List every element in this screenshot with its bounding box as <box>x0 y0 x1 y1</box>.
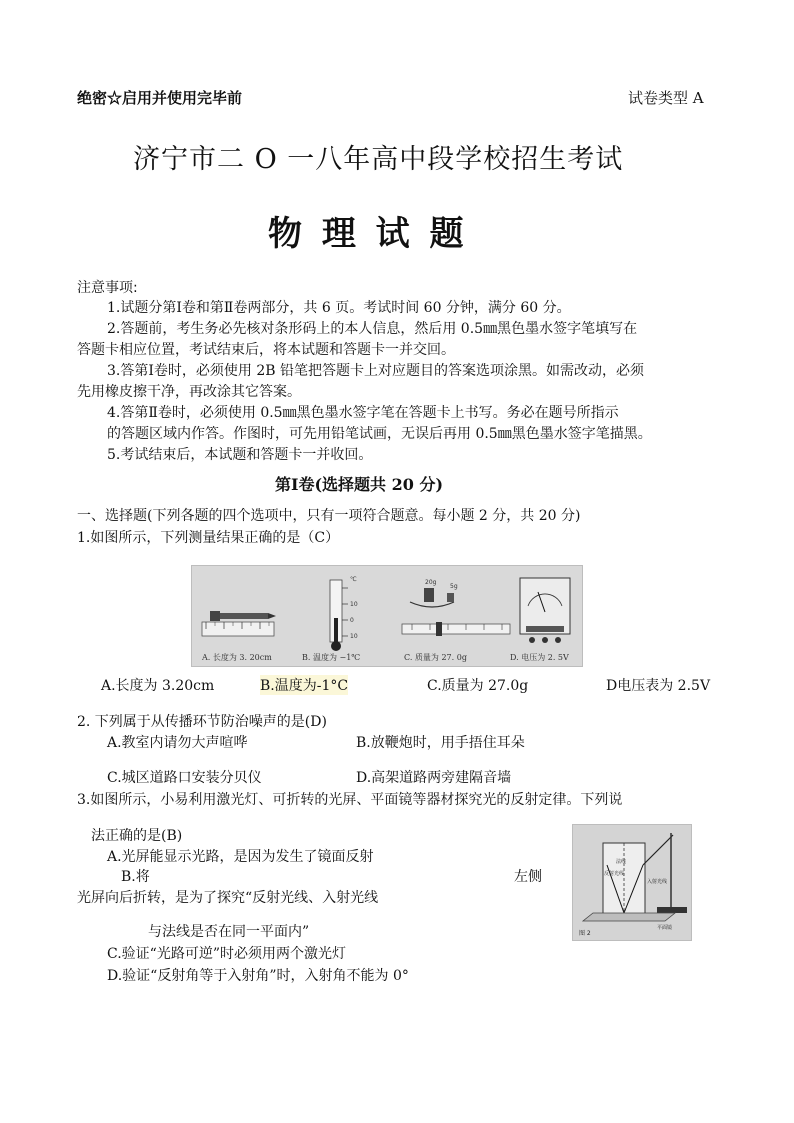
part-1-heading: 一、选择题(下列各题的四个选项中，只有一项符合题意。每小题 2 分，共 20 分) <box>77 508 581 524</box>
panel-d-caption: D. 电压为 2. 5V <box>510 653 569 662</box>
question-1-option-b: B.温度为-1°C <box>260 675 348 695</box>
note-item-5: 5.考试结束后，本试题和答题卡一并收回。 <box>107 447 373 463</box>
figure-2-caption: 图 2 <box>579 930 591 937</box>
thermometer-tick-minus10: 10 <box>350 633 358 640</box>
balance-illustration <box>402 579 510 636</box>
question-3-figure <box>572 824 692 941</box>
thermometer-tick-10: 10 <box>350 601 358 608</box>
note-item-2a: 2.答题前，考生务必先核对条形码上的本人信息，然后用 0.5㎜黑色墨水签字笔填写在 <box>107 321 638 337</box>
note-item-2b: 答题卡相应位置，考试结束后，将本试题和答题卡一并交回。 <box>77 342 455 358</box>
question-3-option-c: C.验证“光路可逆”时必须用两个激光灯 <box>107 946 346 962</box>
question-2-option-a: A.教室内请勿大声喧哗 <box>107 735 248 751</box>
question-1-option-a: A.长度为 3.20cm <box>101 678 215 694</box>
question-1-option-d: D电压表为 2.5V <box>606 678 711 694</box>
question-2-option-c: C.城区道路口安装分贝仪 <box>107 770 262 786</box>
note-item-4b: 的答题区域内作答。作图时，可先用铅笔试画，无误后再用 0.5㎜黑色墨水签字笔描黑。 <box>107 426 652 442</box>
note-item-1: 1.试题分第Ⅰ卷和第Ⅱ卷两部分，共 6 页。考试时间 60 分钟，满分 60 分。 <box>107 300 571 316</box>
question-2-option-b: B.放鞭炮时，用手捂住耳朵 <box>356 735 525 751</box>
confidential-mark: 绝密☆启用并使用完毕前 <box>77 89 243 107</box>
question-3-option-d: D.验证“反射角等于入射角”时，入射角不能为 0° <box>107 968 409 984</box>
question-3-option-b-side: 左侧 <box>514 869 542 885</box>
thermometer-illustration <box>330 576 358 651</box>
question-2-option-d: D.高架道路两旁建隔音墙 <box>356 770 512 786</box>
note-item-3b: 先用橡皮擦干净，再改涂其它答案。 <box>77 384 301 400</box>
question-3-option-b-cont: 光屏向后折转，是为了探究“反射光线、入射光线 <box>77 890 379 906</box>
panel-b-caption: B. 温度为 −1℃ <box>302 653 361 662</box>
question-1-stem: 1.如图所示，下列测量结果正确的是（C） <box>77 530 340 546</box>
subject-title: 物 理 试 题 <box>268 214 468 254</box>
reflection-apparatus-figure <box>573 825 691 940</box>
normal-line-label: 法线 <box>616 859 627 865</box>
question-1-option-c: C.质量为 27.0g <box>427 678 529 694</box>
paper-type: 试卷类型 A <box>628 89 704 107</box>
thermometer-unit: ℃ <box>350 576 357 583</box>
reflected-ray-label: 反射光线 <box>604 871 625 877</box>
weight-5g-label: 5g <box>450 583 458 590</box>
exam-title: 济宁市二 O 一八年高中段学校招生考试 <box>133 144 624 175</box>
mirror-label: 平面镜 <box>657 925 673 931</box>
question-3-stem-b: 法正确的是(B) <box>91 828 183 844</box>
panel-c-caption: C. 质量为 27. 0g <box>404 653 467 662</box>
question-3-option-a: A.光屏能显示光路，是因为发生了镜面反射 <box>107 849 374 865</box>
voltmeter-illustration <box>520 578 570 643</box>
incident-ray-label: 入射光线 <box>647 879 668 885</box>
question-1-figure <box>191 565 583 667</box>
note-item-4a: 4.答第Ⅱ卷时，必须使用 0.5㎜黑色墨水签字笔在答题卡上书写。务必在题号所指示 <box>107 405 619 421</box>
panel-a-caption: A. 长度为 3. 20cm <box>202 653 272 662</box>
measurement-instruments-figure <box>192 566 582 666</box>
question-3-stem-a: 3.如图所示，小易利用激光灯、可折转的光屏、平面镜等器材探究光的反射定律。下列说 <box>77 792 623 808</box>
weight-20g-label: 20g <box>425 579 437 586</box>
section-1-title: 第Ⅰ卷(选择题共 20 分) <box>275 475 444 494</box>
question-3-option-b-start: B.将 <box>121 869 150 885</box>
notes-heading: 注意事项: <box>77 280 138 296</box>
question-2-stem: 2. 下列属于从传播环节防治噪声的是(D) <box>77 714 327 730</box>
ruler-illustration <box>202 611 276 636</box>
thermometer-tick-0: 0 <box>350 617 354 624</box>
note-item-3a: 3.答第Ⅰ卷时，必须使用 2B 铅笔把答题卡上对应题目的答案选项涂黑。如需改动，必须 <box>107 363 644 379</box>
question-3-option-b-end: 与法线是否在同一平面内” <box>148 924 310 940</box>
